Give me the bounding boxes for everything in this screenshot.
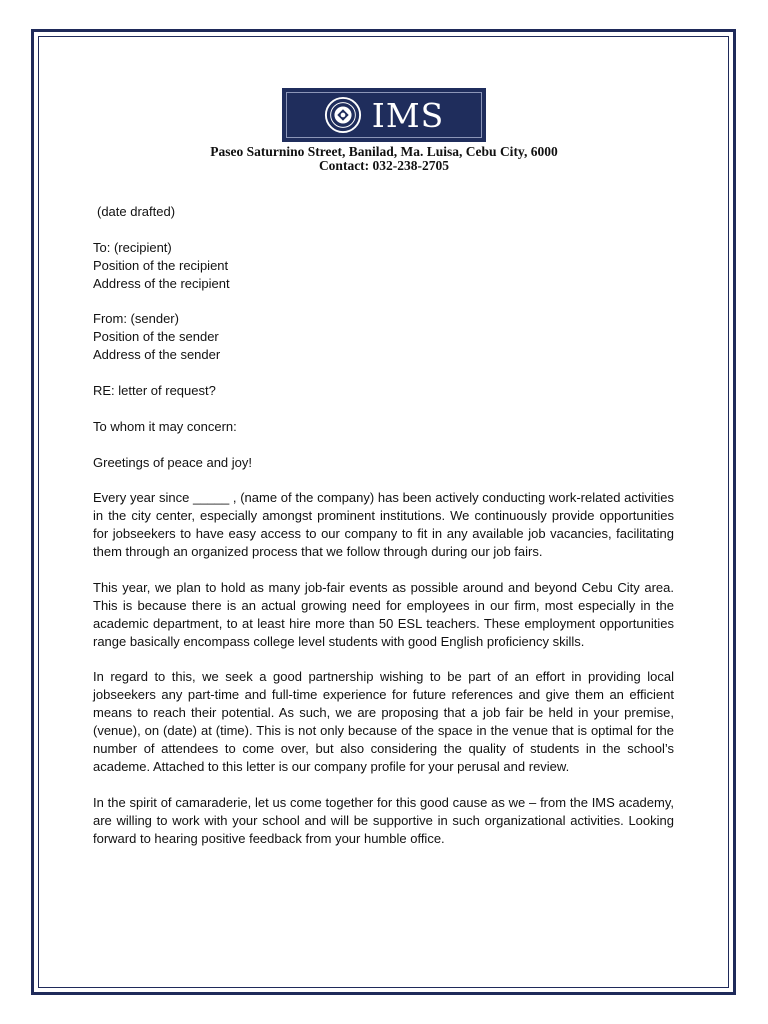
ims-logo [282, 88, 486, 142]
body-paragraph: Every year since _____ , (name of the company) has been actively conducting work-related activities in the city center, especially amongst prominent institutions. We continuously provide opportunities for jobseekers to have easy access to our company to fit in any available job vacancies, facilitating them through an organized process that we follow through during our job fairs. [93, 490, 674, 560]
greeting: Greetings of peace and joy! [93, 454, 252, 470]
subject-line: RE: letter of request? [93, 383, 216, 399]
sender-position: Position of the sender [93, 329, 219, 345]
recipient-position: Position of the recipient [93, 257, 229, 273]
body-paragraph: In the spirit of camaraderie, let us come together for this good cause as we – from the IMS academy, are willing to work with your school and will be supportive in such organizational activities. Looking forward to hearing positive feedback from your humble office. [93, 794, 674, 846]
letter-body [93, 203, 674, 865]
date-line: (date drafted) [97, 204, 176, 219]
body-paragraph: In regard to this, we seek a good partnership wishing to be part of an effort in providing local jobseekers any part-time and full-time experience for future references and give them an efficient means to reach their potential. As such, we are proposing that a job fair be held in your premise, (venue), on (date) at (time). This is not only because of the space in the venue that is optimal for the number of attendees to come over, but also considering the quality of students in the school’s academe. Attached to this letter is our company profile for your perusal and review. [93, 669, 674, 774]
body-paragraph: This year, we plan to hold as many job-fair events as possible around and beyond Cebu City area. This is because there is an actual growing need for employees in our firm, most especially in the academic department, to at least hire more than 50 ESL teachers. These employment opportunities range basically encompass college level students with good English proficiency skills. [93, 579, 674, 649]
sender-address: Address of the sender [93, 347, 221, 363]
ims-seal-icon [324, 96, 362, 134]
recipient-line: To: (recipient) [93, 239, 172, 255]
recipient-address: Address of the recipient [93, 275, 230, 291]
sender-line: From: (sender) [93, 311, 179, 327]
company-contact: Contact: 032-238-2705 [318, 158, 450, 173]
company-address: Paseo Saturnino Street, Banilad, Ma. Luisa, Cebu City, 6000 [210, 144, 558, 159]
recipient-block [93, 239, 674, 293]
salutation: To whom it may concern: [93, 418, 237, 434]
logo-text: IMS [371, 95, 445, 135]
sender-block [93, 310, 674, 364]
